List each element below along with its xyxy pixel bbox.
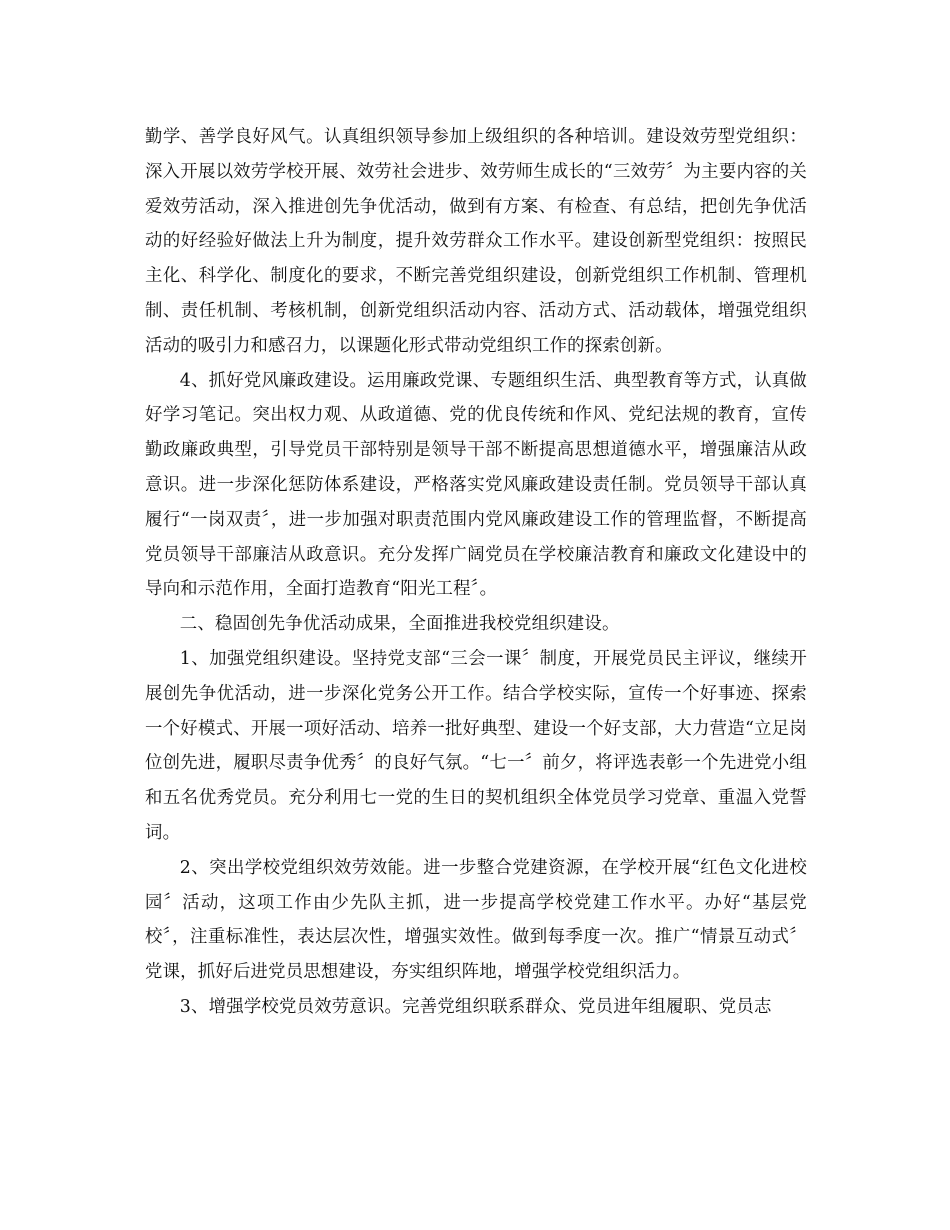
- section-heading: 二、稳固创先争优活动成果，全面推进我校党组织建设。: [179, 614, 620, 635]
- document-page: [145, 120, 807, 1025]
- paragraph-5: 2、突出学校党组织效劳效能。进一步整合党建资源，在学校开展“红色文化进校园〞活动，这项工作由少先队主抓，进一步提高学校党建工作水平。办好“基层党校〞，注重标准性，表达层次性，增强实效性。做到每季度一次。推广“情景互动式〞党课，抓好后进党员思想建设，夯实组织阵地，增强学校党组织活力。: [145, 857, 807, 983]
- paragraph-1: 勤学、善学良好风气。认真组织领导参加上级组织的各种培训。建设效劳型党组织：深入开展以效劳学校开展、效劳社会进步、效劳师生成长的“三效劳〞为主要内容的关爱效劳活动，深入推进创先争优活动，做到有方案、有检查、有总结，把创先争优活动的好经验好做法上升为制度，提升效劳群众工作水平。建设创新型党组织：按照民主化、科学化、制度化的要求，不断完善党组织建设，创新党组织工作机制、管理机制、责任机制、考核机制，创新党组织活动内容、活动方式、活动载体，增强党组织活动的吸引力和感召力，以课题化形式带动党组织工作的探索创新。: [145, 127, 807, 356]
- paragraph-4: 1、加强党组织建设。坚持党支部“三会一课〞制度，开展党员民主评议，继续开展创先争优活动，进一步深化党务公开工作。结合学校实际，宣传一个好事迹、探索一个好模式、开展一项好活动、培养一批好典型、建设一个好支部，大力营造“立足岗位创先进，履职尽责争优秀〞的良好气氛。“七一〞前夕，将评选表彰一个先进党小组和五名优秀党员。充分利用七一党的生日的契机组织全体党员学习党章、重温入党誓词。: [145, 648, 807, 843]
- paragraph-2: 4、抓好党风廉政建设。运用廉政党课、专题组织生活、典型教育等方式，认真做好学习笔记。突出权力观、从政道德、党的优良传统和作风、党纪法规的教育，宣传勤政廉政典型，引导党员干部特别是领导干部不断提高思想道德水平，增强廉洁从政意识。进一步深化惩防体系建设，严格落实党风廉政建设责任制。党员领导干部认真履行“一岗双责〞，进一步加强对职责范围内党风廉政建设工作的管理监督，不断提高党员领导干部廉洁从政意识。充分发挥广阔党员在学校廉洁教育和廉政文化建设中的导向和示范作用，全面打造教育“阳光工程〞。: [145, 370, 807, 600]
- paragraph-6: 3、增强学校党员效劳意识。完善党组织联系群众、党员进年组履职、党员志: [179, 996, 772, 1017]
